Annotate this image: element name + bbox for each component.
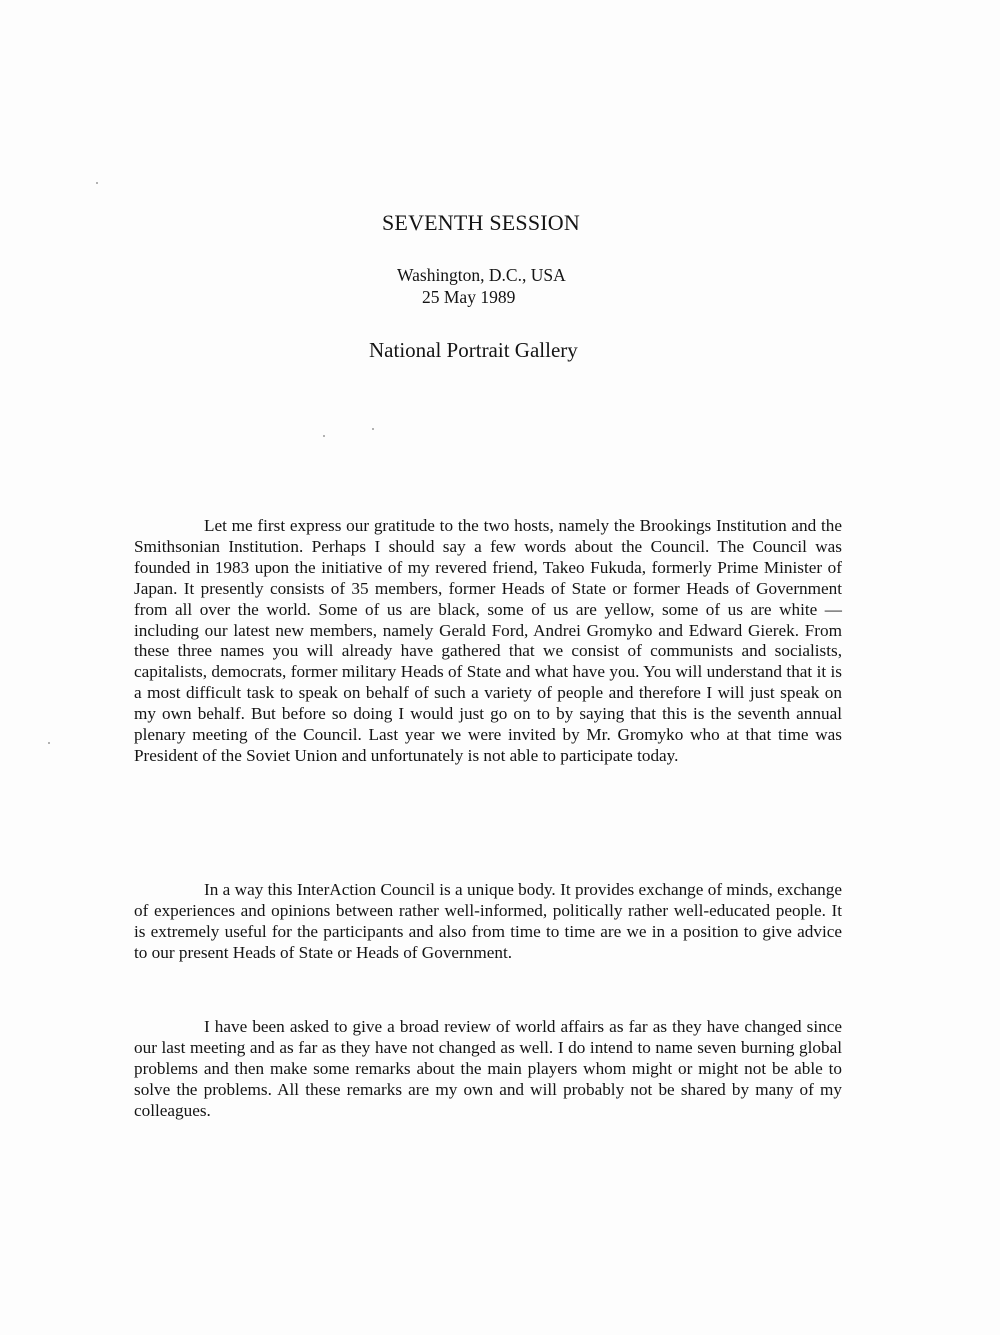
scan-speck [372,428,374,430]
paragraph-2 [134,880,842,964]
paragraph-1-text: Let me first express our gratitude to the two hosts, namely the Brookings Institution and the Smithsonian Institution. Perhaps I should say a few words about the Council. The Council was founded in 1983 upon the initiative of my revered friend, Takeo Fukuda, formerly Prime Minister of Japan. It presently consists of 35 members, former Heads of State or former Heads of Government from all over the world. Some of us are black, some of us are yellow, some of us are white — including our latest new members, namely Gerald Ford, Andrei Gromyko and Edward Gierek. From these three names you will already have gathered that we consist of communists and socialists, capitalists, democrats, former military Heads of State and what have you. You will understand that it is a most difficult task to speak on behalf of such a variety of people and therefore I will just speak on my own behalf. But before so doing I would just go on to by saying that this is the seventh annual plenary meeting of the Council. Last year we were invited by Mr. Gromyko who at that time was President of the Soviet Union and unfortunately is not able to participate today. [134,516,842,765]
paragraph-1 [134,516,842,767]
paragraph-3-text: I have been asked to give a broad review of world affairs as far as they have changed since our last meeting and as far as they have not changed as well. I do intend to name seven burning global problems and then make some remarks about the main players whom might or might not be able to solve the problems. All these remarks are my own and will probably not be shared by many of my colleagues. [134,1017,842,1120]
session-heading: SEVENTH SESSION [382,210,580,235]
session-date: 25 May 1989 [422,287,516,307]
scan-speck [96,182,98,184]
session-location: Washington, D.C., USA [397,265,566,285]
scan-speck [48,742,50,744]
paragraph-2-text: In a way this InterAction Council is a unique body. It provides exchange of minds, exchange of experiences and opinions between rather well-informed, politically rather well-educated people. It is extremely useful for the participants and also from time to time are we in a position to give advice to our present Heads of State or Heads of Government. [134,880,842,962]
paragraph-3 [134,1017,842,1122]
session-venue: National Portrait Gallery [369,338,578,362]
scan-speck [323,435,325,437]
